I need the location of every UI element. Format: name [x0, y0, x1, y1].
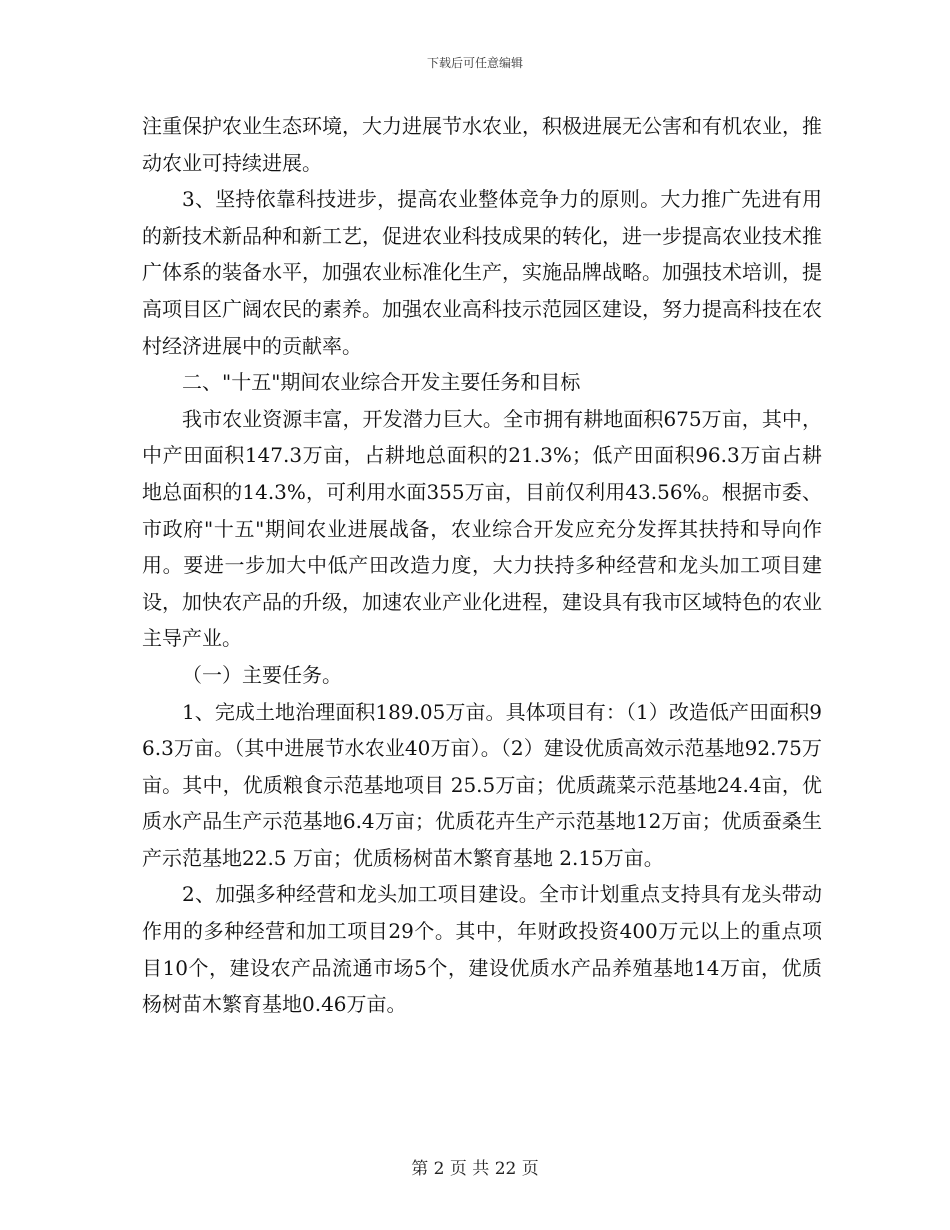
document-body	[142, 108, 822, 1023]
section-heading-2: 二、"十五"期间农业综合开发主要任务和目标	[182, 370, 581, 395]
paragraph-continuation: 注重保护农业生态环境，大力进展节水农业，积极进展无公害和有机农业，推动农业可持续进展。	[142, 114, 822, 175]
paragraph-task-1: 1、完成土地治理面积189.05万亩。具体项目有：（1）改造低产田面积96.3万亩。（其中进展节水农业40万亩）。（2）建设优质高效示范基地92.75万亩。其中，优质粮食示范基地项目 25.5万亩；优质蔬菜示范基地24.4亩，优质水产品生产示范基地6.4万亩；优质花卉生产示范基地12万亩；优质蚕桑生产示范基地22.5 万亩；优质杨树苗木繁育基地 2.15万亩。	[142, 699, 822, 870]
paragraph-resources: 我市农业资源丰富，开发潜力巨大。全市拥有耕地面积675万亩，其中，中产田面积147.3万亩，占耕地总面积的21.3%；低产田面积96.3万亩占耕地总面积的14.3%，可利用水面355万亩，目前仅利用43.56%。根据市委、市政府"十五"期间农业进展战备，农业综合开发应充分发挥其扶持和导向作用。要进一步加大中低产田改造力度，大力扶持多种经营和龙头加工项目建设，加快农产品的升级，加速农业产业化进程，建设具有我市区域特色的农业主导产业。	[142, 406, 822, 651]
page-number-footer: 第 2 页 共 22 页	[411, 1159, 539, 1179]
subsection-heading-tasks: （一）主要任务。	[182, 662, 342, 687]
paragraph-principle-3: 3、坚持依靠科技进步，提高农业整体竞争力的原则。大力推广先进有用的新技术新品种和新工艺，促进农业科技成果的转化，进一步提高农业技术推广体系的装备水平，加强农业标准化生产，实施品牌战略。加强技术培训，提高项目区广阔农民的素养。加强农业高科技示范园区建设，努力提高科技在农村经济进展中的贡献率。	[142, 187, 822, 358]
paragraph-task-2: 2、加强多种经营和龙头加工项目建设。全市计划重点支持具有龙头带动作用的多种经营和加工项目29个。其中，年财政投资400万元以上的重点项目10个，建设农产品流通市场5个，建设优质水产品养殖基地14万亩，优质杨树苗木繁育基地0.46万亩。	[142, 882, 822, 1017]
page-header: 下载后可任意编辑	[426, 56, 523, 70]
